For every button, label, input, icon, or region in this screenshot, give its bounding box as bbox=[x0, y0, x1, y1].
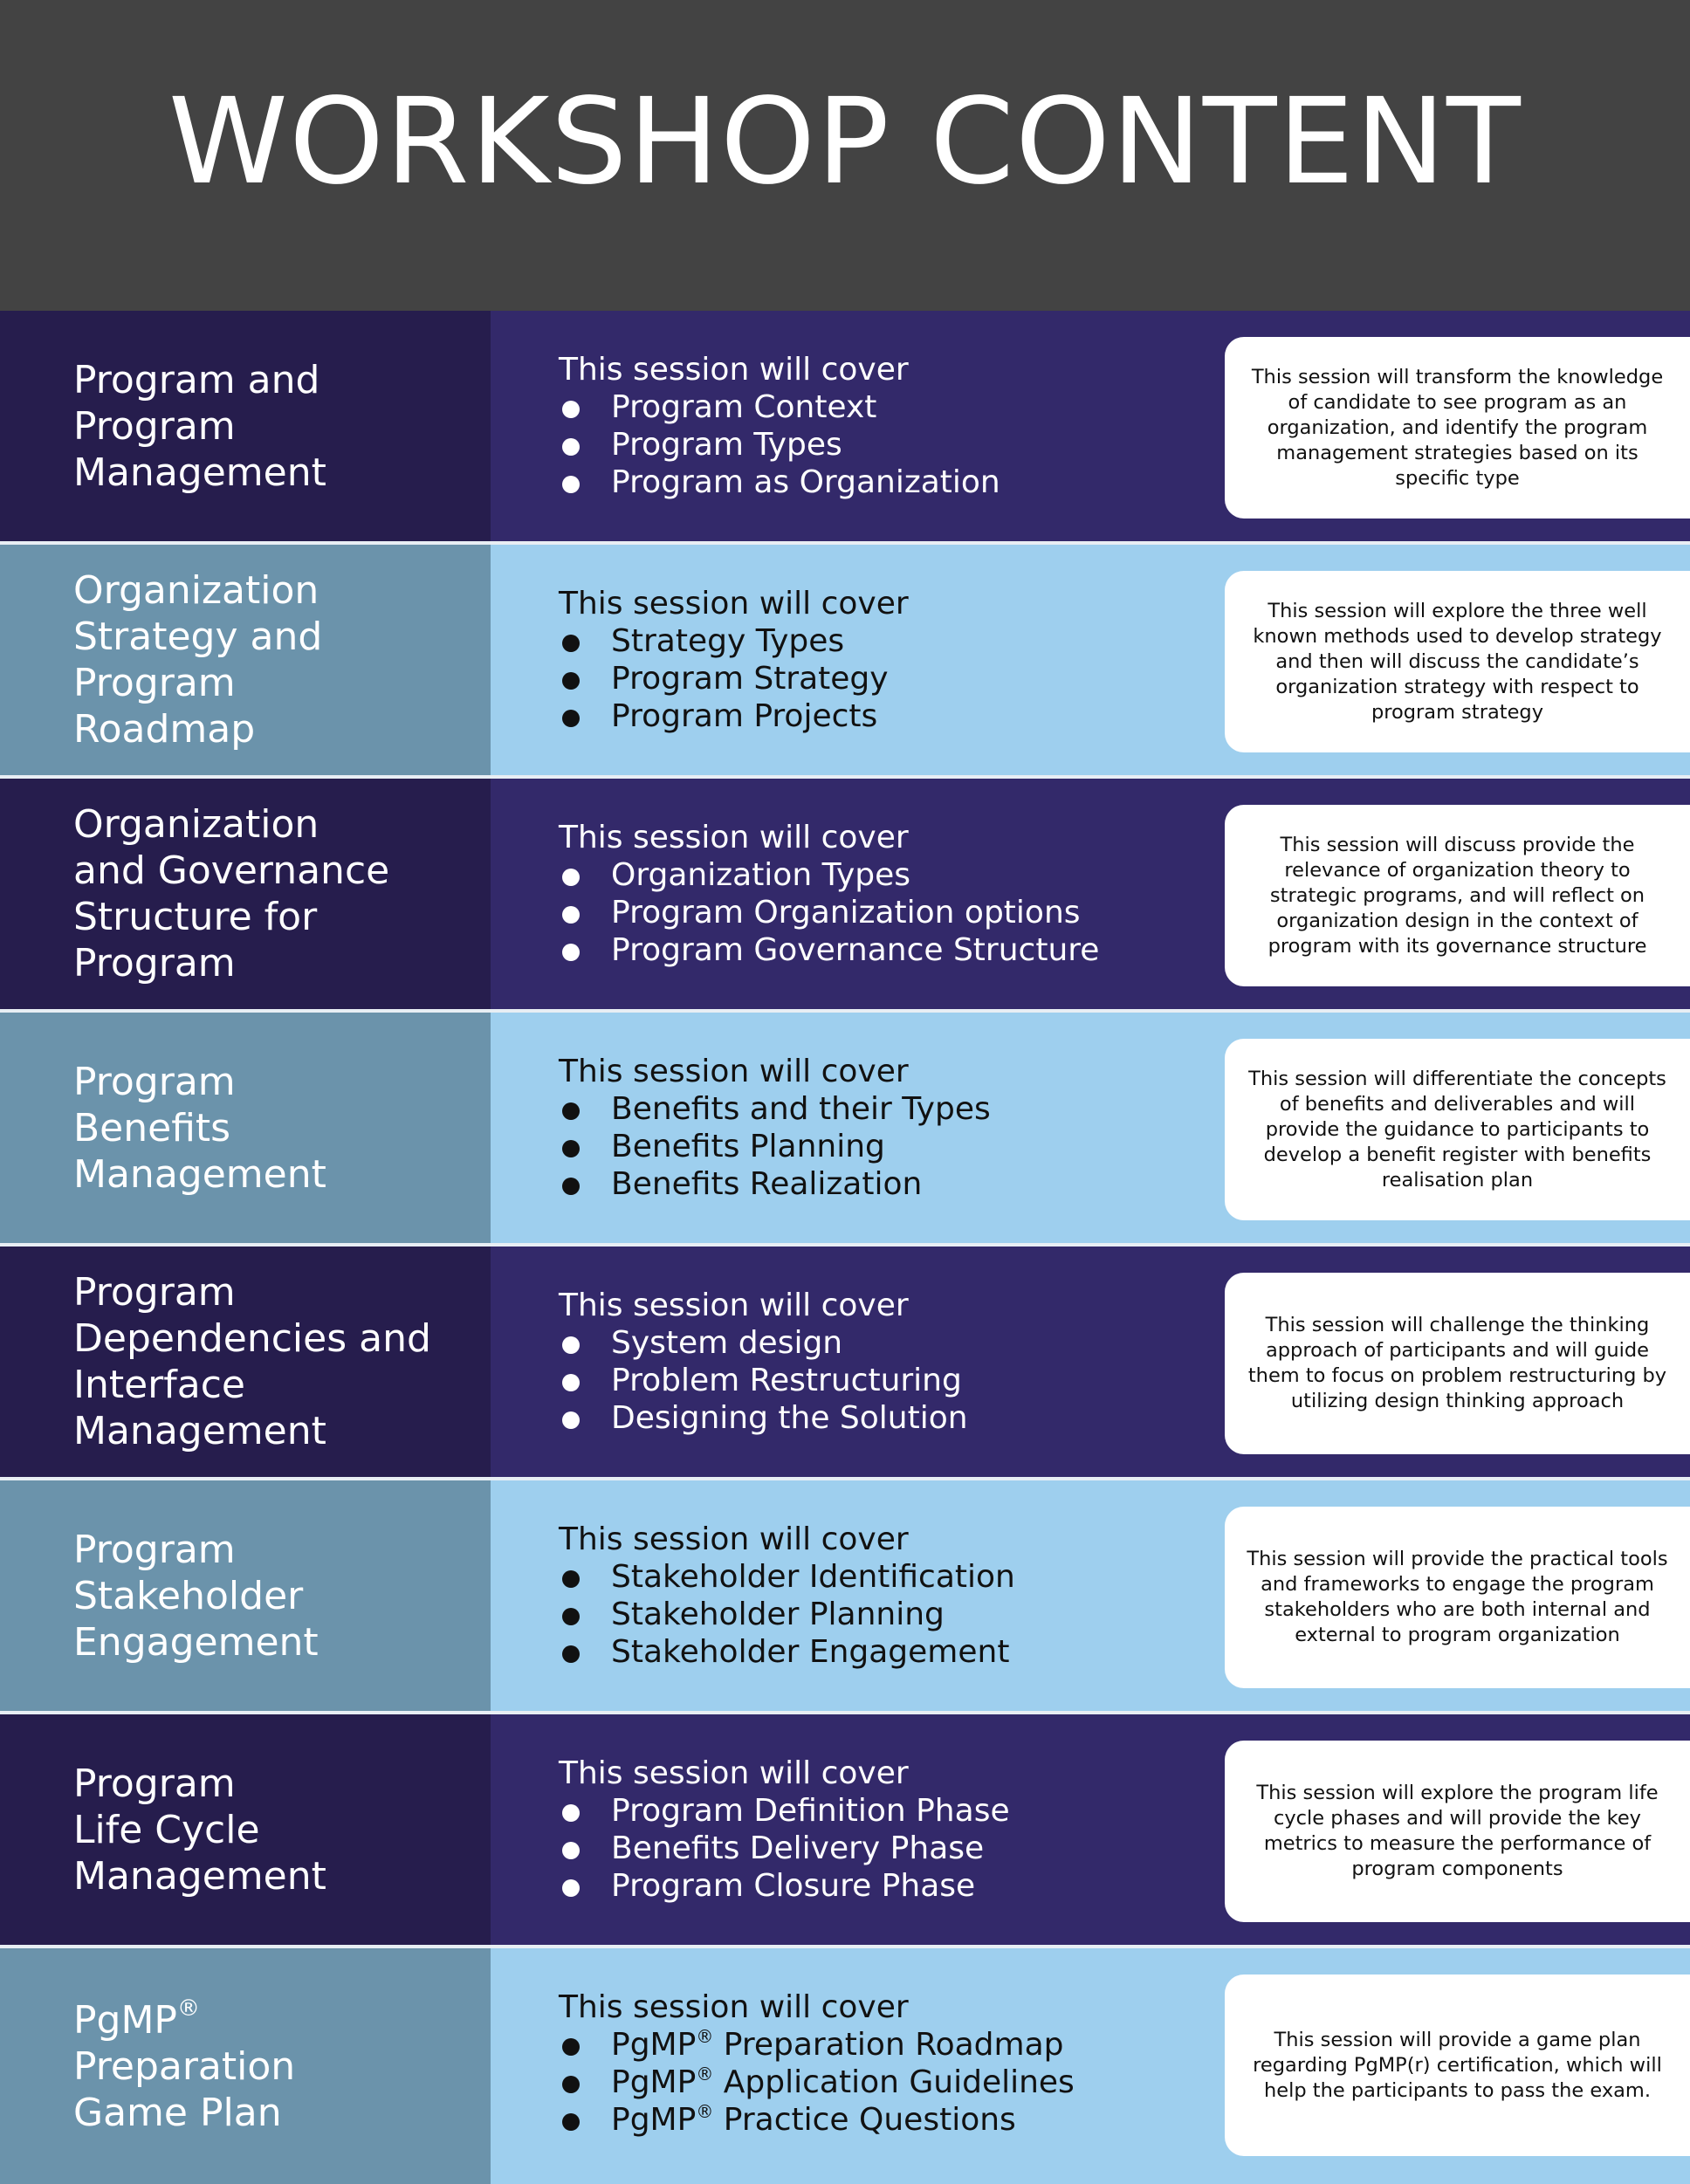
topic-item: PgMP® Preparation Roadmap bbox=[559, 2026, 1075, 2064]
session-row bbox=[0, 1247, 1690, 1480]
session-title-cell bbox=[0, 311, 491, 541]
session-title: Program Stakeholder Engagement bbox=[73, 1527, 319, 1665]
session-description: This session will challenge the thinking approach of participants and will guide them to focus on problem restructuring by utilizing design thinking approach bbox=[1247, 1314, 1667, 1412]
session-topics bbox=[559, 1053, 991, 1203]
session-topics bbox=[559, 819, 1099, 969]
session-title: Program Life Cycle Management bbox=[73, 1761, 326, 1899]
session-description-box bbox=[1225, 1741, 1690, 1922]
session-intro: This session will cover bbox=[559, 1521, 909, 1557]
session-description: This session will differentiate the concepts of benefits and deliverables and will provide the guidance to participants to develop a benefit register with benefits realisation plan bbox=[1248, 1067, 1666, 1192]
topic-item: Program Definition Phase bbox=[559, 1792, 1010, 1830]
session-title: Program Dependencies and Interface Management bbox=[73, 1270, 431, 1453]
session-intro: This session will cover bbox=[559, 1989, 909, 2025]
topic-item: PgMP® Practice Questions bbox=[559, 2101, 1075, 2139]
session-title: PgMP® Preparation Game Plan bbox=[73, 1995, 296, 2135]
topic-item: Program Organization options bbox=[559, 894, 1099, 931]
topic-item: Program Closure Phase bbox=[559, 1867, 1010, 1905]
topic-item: PgMP® Application Guidelines bbox=[559, 2064, 1075, 2101]
session-title: Program Benefits Management bbox=[73, 1059, 326, 1197]
session-title-cell bbox=[0, 1480, 491, 1711]
session-topics bbox=[559, 1521, 1015, 1671]
session-row bbox=[0, 1714, 1690, 1948]
topic-item: Benefits Delivery Phase bbox=[559, 1830, 1010, 1867]
page-header bbox=[0, 0, 1690, 311]
session-row bbox=[0, 1948, 1690, 2184]
session-topics bbox=[559, 1988, 1075, 2139]
topic-item: Organization Types bbox=[559, 856, 1099, 894]
session-title: Organization Strategy and Program Roadmap bbox=[73, 568, 323, 752]
session-intro: This session will cover bbox=[559, 1288, 909, 1323]
topic-item: Program as Organization bbox=[559, 464, 1000, 501]
topic-item: System design bbox=[559, 1324, 968, 1362]
session-topics bbox=[559, 585, 909, 735]
topic-list bbox=[559, 1324, 968, 1437]
session-title-cell bbox=[0, 1013, 491, 1243]
session-title-cell bbox=[0, 1247, 491, 1477]
topic-item: Benefits Realization bbox=[559, 1165, 991, 1203]
topic-list bbox=[559, 856, 1099, 969]
session-topics bbox=[559, 351, 1000, 501]
session-description: This session will explore the program life cycle phases and will provide the key metrics to measure the performance of program components bbox=[1256, 1782, 1659, 1880]
topic-item: Program Strategy bbox=[559, 660, 909, 697]
topic-item: Stakeholder Planning bbox=[559, 1596, 1015, 1633]
session-title-cell bbox=[0, 1714, 491, 1945]
topic-list bbox=[559, 1558, 1015, 1671]
topic-item: Program Context bbox=[559, 388, 1000, 426]
session-description: This session will transform the knowledge of candidate to see program as an organization, and identify the program management strategies based on its specific type bbox=[1251, 365, 1664, 490]
topic-item: Strategy Types bbox=[559, 622, 909, 660]
session-title-cell bbox=[0, 779, 491, 1009]
topic-list bbox=[559, 2026, 1075, 2139]
session-row bbox=[0, 545, 1690, 779]
session-description: This session will explore the three well known methods used to develop strategy and then will discuss the candidate’s organization strategy with respect to program strategy bbox=[1253, 599, 1662, 724]
session-intro: This session will cover bbox=[559, 1054, 909, 1089]
session-description-box bbox=[1225, 1039, 1690, 1220]
session-description-box bbox=[1225, 1975, 1690, 2156]
topic-item: Problem Restructuring bbox=[559, 1362, 968, 1399]
session-list bbox=[0, 311, 1690, 2184]
session-description-box bbox=[1225, 1507, 1690, 1688]
topic-item: Benefits and their Types bbox=[559, 1090, 991, 1128]
session-row bbox=[0, 1480, 1690, 1714]
session-intro: This session will cover bbox=[559, 1755, 909, 1791]
session-topics bbox=[559, 1287, 968, 1437]
session-row bbox=[0, 779, 1690, 1013]
page-title: WORKSHOP CONTENT bbox=[168, 73, 1522, 211]
session-title-cell bbox=[0, 545, 491, 775]
session-row bbox=[0, 311, 1690, 545]
topic-list bbox=[559, 1090, 991, 1203]
session-intro: This session will cover bbox=[559, 352, 909, 388]
topic-item: Program Types bbox=[559, 426, 1000, 464]
topic-list bbox=[559, 388, 1000, 501]
topic-item: Stakeholder Engagement bbox=[559, 1633, 1015, 1671]
topic-item: Program Governance Structure bbox=[559, 931, 1099, 969]
session-intro: This session will cover bbox=[559, 820, 909, 855]
session-description-box bbox=[1225, 805, 1690, 986]
session-title: Organization and Governance Structure for Program bbox=[73, 802, 390, 986]
topic-item: Stakeholder Identification bbox=[559, 1558, 1015, 1596]
session-title: Program and Program Management bbox=[73, 357, 326, 495]
session-description-box bbox=[1225, 337, 1690, 519]
session-description-box bbox=[1225, 1273, 1690, 1454]
session-intro: This session will cover bbox=[559, 586, 909, 622]
session-description: This session will discuss provide the relevance of organization theory to strategic programs, and will reflect on organization design in the context of program with its governance structure bbox=[1268, 833, 1647, 958]
session-description-box bbox=[1225, 571, 1690, 752]
topic-list bbox=[559, 622, 909, 735]
session-title-cell bbox=[0, 1948, 491, 2184]
session-row bbox=[0, 1013, 1690, 1247]
session-topics bbox=[559, 1755, 1010, 1905]
topic-item: Program Projects bbox=[559, 697, 909, 735]
topic-item: Designing the Solution bbox=[559, 1399, 968, 1437]
topic-item: Benefits Planning bbox=[559, 1128, 991, 1165]
session-description: This session will provide a game plan regarding PgMP(r) certification, which will help the participants to pass the exam. bbox=[1253, 2028, 1662, 2102]
session-description: This session will provide the practical tools and frameworks to engage the program stakeholders who are both internal and external to program organization bbox=[1247, 1548, 1668, 1646]
topic-list bbox=[559, 1792, 1010, 1905]
